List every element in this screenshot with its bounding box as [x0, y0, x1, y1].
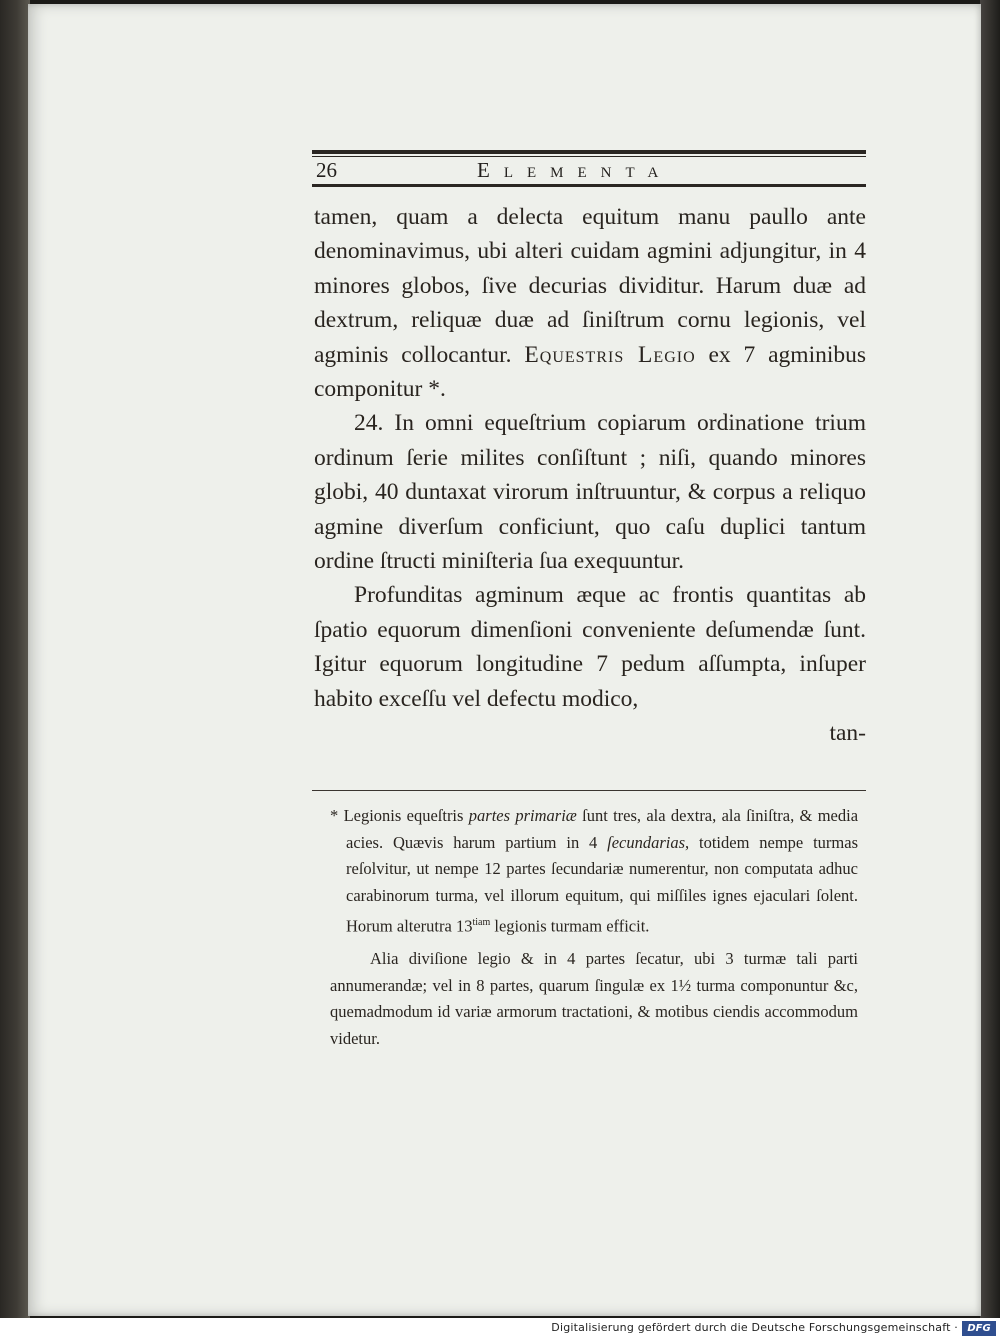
- page-header: [312, 150, 866, 190]
- footnote-1: [330, 803, 858, 940]
- footnote-2: Alia diviſione legio & in 4 partes ſecatur, ubi 3 turmæ tali parti annumerandæ; vel in 8 partes, quarum ſingulæ ex 1½ turma componuntur &c, quemadmodum id variæ armorum tractationi, & motibus ciendis accommodum videtur.: [330, 949, 858, 1049]
- footnote-1-d: legionis turmam efficit.: [494, 916, 650, 936]
- header-rule-bottom: [312, 184, 866, 187]
- footnote-1-b: ſunt tres, ala dextra, ala ſiniſtra, & media acies. Quævis harum partium in 4: [346, 806, 859, 852]
- paragraph-1-text: tamen, quam a delecta equitum manu paullo ante denominavimus, ubi alteri cuidam agmini adjungitur, in 4 minores globos, ſive decurias dividitur. Harum duæ ad dextrum, reliquæ duæ ad ſiniſtrum cornu legionis, vel agminis collocantur.: [314, 204, 866, 368]
- book-spine: [0, 0, 30, 1318]
- main-text: [314, 200, 866, 751]
- footnote-1-italic-1: partes primariæ: [468, 806, 577, 825]
- paragraph-3: Profunditas agminum æque ac frontis quantitas ab ſpatio equorum dimenſioni conveniente deſumendæ ſunt. Igitur equorum longitudine 7 pedum aſſumpta, inſuper habito exceſſu vel defectu modico,: [314, 582, 866, 712]
- header-rule-thick: [312, 150, 866, 154]
- header-rule-thin: [312, 156, 866, 157]
- dfg-logo: DFG: [962, 1321, 996, 1336]
- catchword: tan-: [829, 720, 866, 747]
- footnotes: [330, 803, 858, 1053]
- book-edge: [980, 0, 1000, 1318]
- paragraph-1-smallcaps: Equestris Legio: [524, 341, 696, 368]
- footnote-rule: [312, 790, 866, 791]
- digitization-footer: [0, 1318, 1000, 1340]
- paragraph-2: 24. In omni equeſtrium copiarum ordinatione trium ordinum ſerie milites conſiſtunt ; niſi, quando minores globi, 40 duntaxat virorum inſtruuntur, & corpus a reliquo agmine diverſum conficiunt, quo caſu duplici tantum ordine ſtructi miniſteria ſua exequuntur.: [314, 410, 866, 575]
- footnote-1-c: , totidem nempe turmas reſolvitur, ut nempe 12 partes ſecundariæ numerentur, non computata adhuc carabinorum turma, vel illorum equitum, qui miſſiles ignes ejaculari ſolent. Horum alterutra 13: [346, 832, 858, 936]
- footnote-1-italic-2: ſecundarias: [607, 832, 686, 852]
- paragraph-1-end: ex 7 agminibus componitur *.: [314, 341, 867, 403]
- paragraph-1: [314, 200, 866, 406]
- footnote-1-a: * Legionis equeſtris: [330, 806, 464, 825]
- running-title: Elementa: [477, 158, 673, 182]
- page-number: 26: [316, 158, 337, 182]
- footnote-1-superscript: tiam: [472, 916, 491, 928]
- funding-credit: Digitalisierung gefördert durch die Deutsche Forschungsgemeinschaft ·: [551, 1321, 958, 1334]
